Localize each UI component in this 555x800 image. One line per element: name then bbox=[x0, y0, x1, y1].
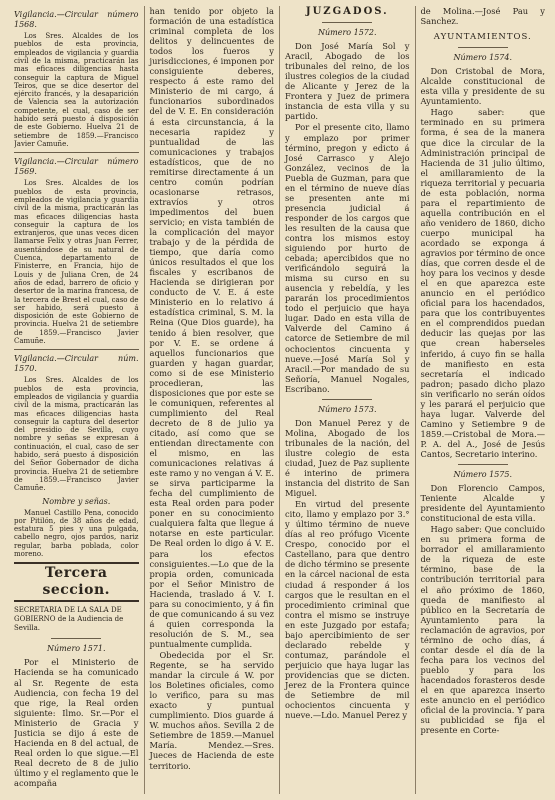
notice-text: Los Sres. Alcaldes de los pueblos de esta provincia, empleados de vigilancia y guardia civil de la misma, practicarán las mas eficaces diligencias hasta conseguir la captura de Miguel Teiros, que se dice desertor del ejército francés, y la desaparición de Valencia sea la autorización competente, el cual, caso de ser habido será puesto á disposición de este Gobierno. Huelva 21 de setiembre de 1859.—Francisco Javier Camuñe. bbox=[14, 32, 139, 148]
senas-heading: Nombre y señas. bbox=[42, 496, 111, 506]
body-text: Hago saber: que terminado en su primera forma, é sea de la manera que dice la circular de la Administración principal de Hacienda de 31 julio último, el amillaramiento de la riqueza territorial y pecuaria de esta población, norma para el repartimiento de aquella contribución en el año venidero de 1860, dicho cuerpo municipal ha acordado se exponga á agravios por término de once días, que corren desde el de hoy para los vecinos y desde el en que aparezca este anuncio en el periódico oficial para los hacendados, para que los contribuyentes en el comprendidos puedan deducir las quejas por las que crean haberseles inferido, á cuyo fin se halla de manifiesto en esta secretaría el indicado padron; pasado dicho plazo sin verificarlo no serán oídos y les parará el perjuicio que haya lugar. Valverde del Camino y Setiembre 9 de 1859.—Cristobal de Mora.—P. A. del A., José de Jesús Cantos, Secretario interino. bbox=[420, 107, 545, 459]
body-text: Hago saber: Que concluido en su primera forma de borrador el amillaramiento de la riqueza de este término, base de la contribución territorial para el año próximo de 1860, queda de manifiesto al público en la Secretaría de Ayuntamiento para la reclamación de agravios, por término de ocho días, á contar desde el día de la fecha para los vecinos del pueblo y para los hacendados forasteros desde el en que aparezca inserto este anuncio en el periódico oficial de la provincia. Y para su publicidad se fija el presente en Corte- bbox=[420, 524, 545, 736]
column-4 bbox=[415, 6, 546, 794]
notice-number: Número 1574. bbox=[453, 53, 513, 63]
notice-number: Número 1571. bbox=[46, 644, 106, 654]
divider bbox=[322, 399, 372, 400]
notice-number: Número 1575. bbox=[453, 470, 513, 480]
divider bbox=[14, 349, 139, 350]
section-heading-juzgados: JUZGADOS. bbox=[305, 6, 389, 17]
divider bbox=[322, 22, 372, 23]
column-1 bbox=[14, 6, 139, 794]
notice-1570 bbox=[14, 354, 139, 558]
body-text: Don Cristobal de Mora, Alcalde constitucional de esta villa y presidente de su Ayuntamiento. bbox=[420, 66, 545, 107]
divider bbox=[458, 47, 508, 48]
body-text: Don Manuel Perez y de Molina, Abogado de los tribunales de la nación, del ilustre colegio de esta ciudad, Juez de Paz supliente é interino de primera instancia del distrito de San Miguel. bbox=[285, 417, 410, 499]
notice-text: Los Sres. Alcaldes de los pueblos de esta provincia, empleados de vigilancia y guardia civil de la misma, practicarán las mas eficaces diligencias hasta conseguir la captura de los extranjeros, que unas veces dicen llamarse Felix y otras Juan Ferrer, ausentándose de su natural de Cuenca, departamento de Finisterre, en Francia, hijo de Louis y de Juliana Cren, de 24 años de edad, barrero de oficio y desertor de la marina francesa, de la tercera de Brest el cual, caso de ser habido, será puesto á disposición de este Gobierno de provincia. Huelva 21 de setiembre de 1859.—Francisco Javier Camuñe. bbox=[14, 179, 139, 345]
divider bbox=[458, 464, 508, 465]
notice-number: Número 1572. bbox=[317, 28, 377, 38]
divider bbox=[14, 152, 139, 153]
secretaria-heading: SECRETARIA DE LA SALA DE GOBIERNO de la Audiencia de Sevilla. bbox=[14, 606, 124, 633]
body-text: han tenido por objeto la formación de una estadística criminal completa de los delitos y delincuentes de todos los fueros y jurisdicciones, é imponen por consiguiente deberes, respecto á este ramo del Ministerio de mi cargo, á funcionarios subordinados del de V. E. En consideración á esta circunstancia, á la necesaria rapidez y puntualidad de las comunicaciones y trabajos estadísticos, que de no remitirse directamente á un centro común podrían ocasionarse retrasos, extravíos y otros impedimentos del buen servicio; en vista también de la complicación del mayor trabajo y de la pérdida de tiempo, que daría como únicos resultados el que los fiscales y escribanos de Hacienda se dirigieran por conducto de V. E. á este Ministerio en lo relativo á estadística criminal, S. M. la Reina (Que Dios guarde), ha tenido á bien resolver, que por V. E. se ordene á aquellos funcionarios que guarden y hagan guardar, como si de ese Ministerio procedieran, las disposiciones que por este se le comuniquen, referentes al cumplimiento del Real decreto de 8 de julio ya citado, así como que se entiendan directamente con el mismo, en las comunicaciones relativas á este ramo y no vengan á V. E. se sirva participarme la fecha del cumplimiento de esta Real orden para poder poner en su conocimiento cualquiera falta que llegue á notarse en este particular. De Real orden lo digo á V. E. para los efectos consiguientes.—Lo que de la propia orden, comunicada por el Señor Ministro de Hacienda, traslado á V. I. para su conocimiento, y á fin de que comunicando á su vez á quien corresponda la resolución de S. M., sea puntualmente cumplida. bbox=[149, 6, 274, 649]
notice-number: Número 1573. bbox=[317, 404, 377, 414]
divider bbox=[51, 638, 101, 639]
column-3 bbox=[279, 6, 410, 794]
notice-1569 bbox=[14, 157, 139, 345]
senas-text: Manuel Castillo Pena, conocido por Pitilón, de 38 años de edad, estatura 5 pies y una pulgada, cabello negro, ojos pardos, nariz regular, barba poblada, color moreno. bbox=[14, 508, 139, 559]
notice-text: Los Sres. Alcaldes de los pueblos de esta provincia, empleados de vigilancia y guardia civil de la misma, practicarán las mas eficaces diligencias hasta conseguir la captura del desertor del presidio de Sevilla, cuyo nombre y señas se expresan á continuación, el cual, caso de ser habido, será puesto á disposición del Señor Gobernador de dicha provincia. Huelva 21 de setiembre de 1859.—Francisco Javier Camuñe. bbox=[14, 376, 139, 493]
notice-heading: Vigilancia.—Circular núm. 1570. bbox=[14, 354, 139, 374]
section-title: Tercera seccion. bbox=[14, 562, 139, 602]
notice-heading: Vigilancia.—Circular número 1568. bbox=[14, 10, 139, 30]
body-text: Por el Ministerio de Hacienda se ha comunicado al Sr. Regente de esta Audiencia, con fecha 19 del que rige, la Real orden siguiente: Ilmo. Sr.—Por el Ministerio de Gracia y Justicia se dijo á este de Hacienda en 8 del actual, de Real orden lo que sigue.—El Real decreto de 8 de julio último y el reglamento que le acompaña bbox=[14, 657, 139, 788]
body-text: En virtud del presente cito, llamo y emplazo por 3.° y último término de nueve días al reo prófugo Vicente Crespo, conocido por el Castellano, para que dentro de dicho término se presente en la cárcel nacional de esta ciudad á responder á los cargos que le resultan en el procedimiento criminal que contra el mismo se instruye en este Juzgado por estafa; bajo apercibimiento de ser declarado rebelde y contumaz, parándole el perjuicio que haya lugar las providencias que se dicten. Jerez de la Frontera quince de Setiembre de mil ochocientos cincuenta y nueve.—Ldo. Manuel Perez y bbox=[285, 499, 410, 721]
body-text: Por el presente cito, llamo y emplazo por primer término, pregon y edicto á José Carrasco y Alejo González, vecinos de la Puebla de Guzman, para que en el término de nueve días se presenten ante mi presencia judicial á responder de los cargos que les resulten de la causa que contra los mismos estoy siguiendo por hurto de cebada; apercibidos que no verificándolo seguirá la misma su curso en su ausencia y rebeldía, y les pararán los procedimientos todo el perjuicio que haya lugar. Dado en esta villa de Valverde del Camino á catorce de Setiembre de mil ochocientos cincuenta y nueve.—José María Sol y Aracil.—Por mandado de su Señoría, Manuel Nogales, Escribano. bbox=[285, 122, 410, 394]
body-text: Don José María Sol y Aracil, Abogado de los tribunales del reino, de los ilustres colegios de la ciudad de Alicante y Jerez de la Frontera y Juez de primera instancia de esta villa y su partido. bbox=[285, 41, 410, 122]
column-2 bbox=[144, 6, 275, 794]
section-heading-ayuntamientos: AYUNTAMIENTOS. bbox=[433, 32, 532, 43]
body-text: Don Florencio Campos, Teniente Alcalde y presidente del Ayuntamiento constitucional de esta villa. bbox=[420, 483, 545, 524]
notice-heading: Vigilancia.—Circular número 1569. bbox=[14, 157, 139, 177]
body-text: de Molina.—José Pau y Sanchez. bbox=[420, 6, 545, 27]
notice-1568 bbox=[14, 10, 139, 148]
body-text: Obedecida por el Sr. Regente, se ha servido mandar la circule á W. por los Boletines oficiales, como lo verifico, para su mas exacto y puntual cumplimiento. Dios guarde á W. muchos años. Sevilla 2 de Setiembre de 1859.—Manuel María. Mendez.—Sres. Jueces de Hacienda de este territorio. bbox=[149, 650, 274, 771]
